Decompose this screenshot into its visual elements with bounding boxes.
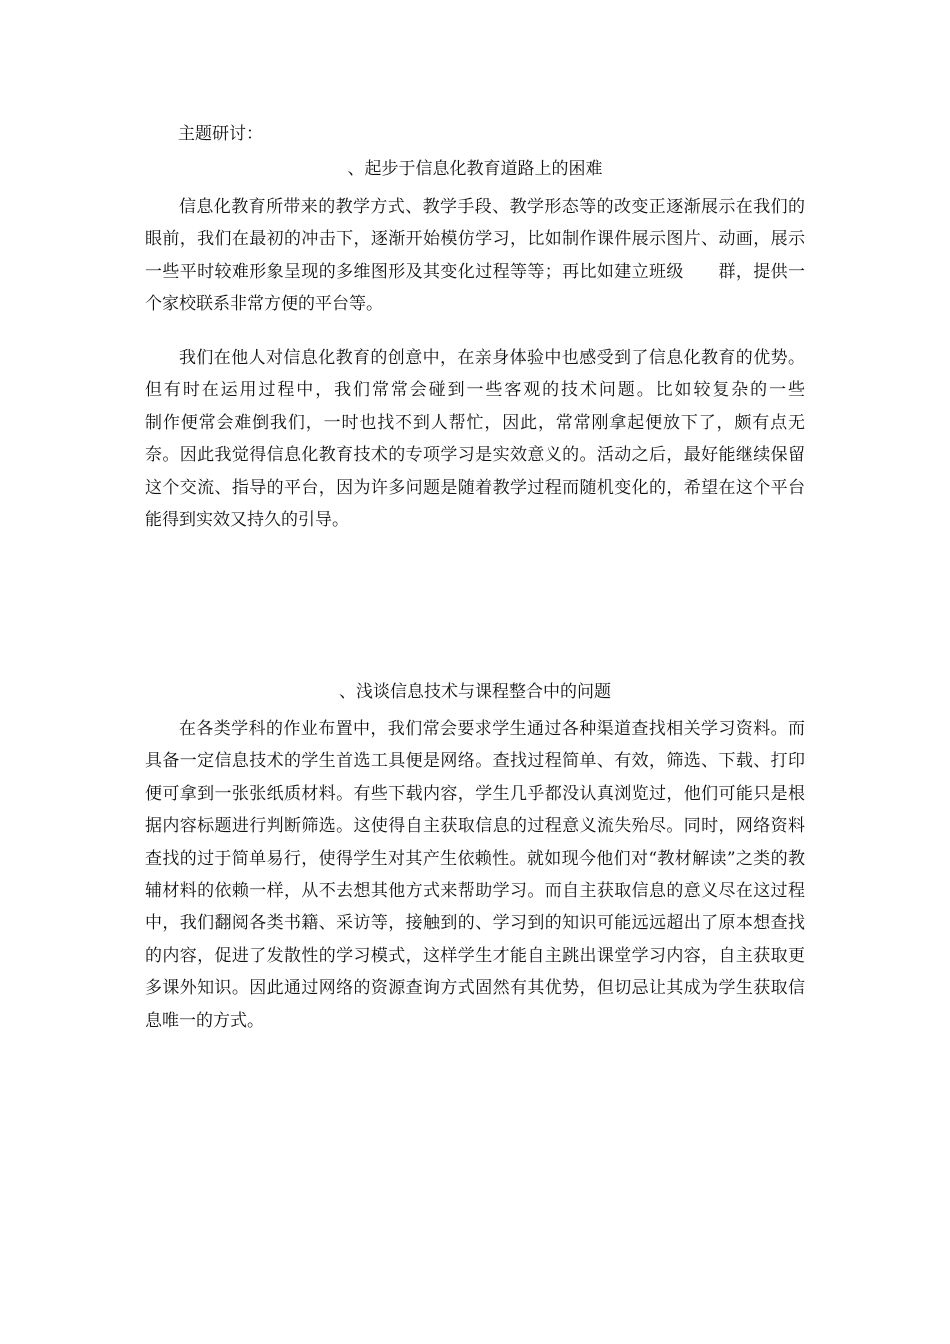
section-2-paragraph-1: 在各类学科的作业布置中，我们常会要求学生通过各种渠道查找相关学习资料。而具备一定信息技术的学生首选工具便是网络。查找过程简单、有效，筛选、下载、打印便可拿到一张张纸质材料。有些下载内容，学生几乎都没认真浏览过，他们可能只是根据内容标题进行判断筛选。这使得自主获取信息的过程意义流失殆尽。同时，网络资料查找的过于简单易行，使得学生对其产生依赖性。就如现今他们对“教材解读”之类的教辅材料的依赖一样，从不去想其他方式来帮助学习。而自主获取信息的意义尽在这过程中，我们翻阅各类书籍、采访等，接触到的、学习到的知识可能远远超出了原本想查找的内容，促进了发散性的学习模式，这样学生才能自主跳出课堂学习内容，自主获取更多课外知识。因此通过网络的资源查询方式固然有其优势，但切忌让其成为学生获取信息唯一的方式。 [145,719,805,1031]
section-1-paragraph-2: 我们在他人对信息化教育的创意中，在亲身体验中也感受到了信息化教育的优势。但有时在运用过程中，我们常常会碰到一些客观的技术问题。比如较复杂的一些 制作便常会难倒我们，一时也找不到人帮忙，因此，常常刚拿起便放下了，颇有点无奈。因此我觉得信息化教育技术的专项学习是实效意义的。活动之后，最好能继续保留这个交流、指导的平台，因为许多问题是随着教学过程而随机变化的，希望在这个平台能得到实效又持久的引导。 [145,348,856,531]
topic-label: 主题研讨： [178,124,263,144]
section-2-heading: 、浅谈信息技术与课程整合中的问题 [339,682,611,702]
section-1-heading: 、起步于信息化教育道路上的困难 [347,159,603,179]
section-1-paragraph-1: 信息化教育所带来的教学方式、教学手段、教学形态等的改变正逐渐展示在我们的眼前，我们在最初的冲击下，逐渐开始模仿学习，比如制作课件展示图片、动画，展示一些平时较难形象呈现的多维图形及其变化过程等等；再比如建立班级 群，提供一个家校联系非常方便的平台等。 [145,197,805,315]
